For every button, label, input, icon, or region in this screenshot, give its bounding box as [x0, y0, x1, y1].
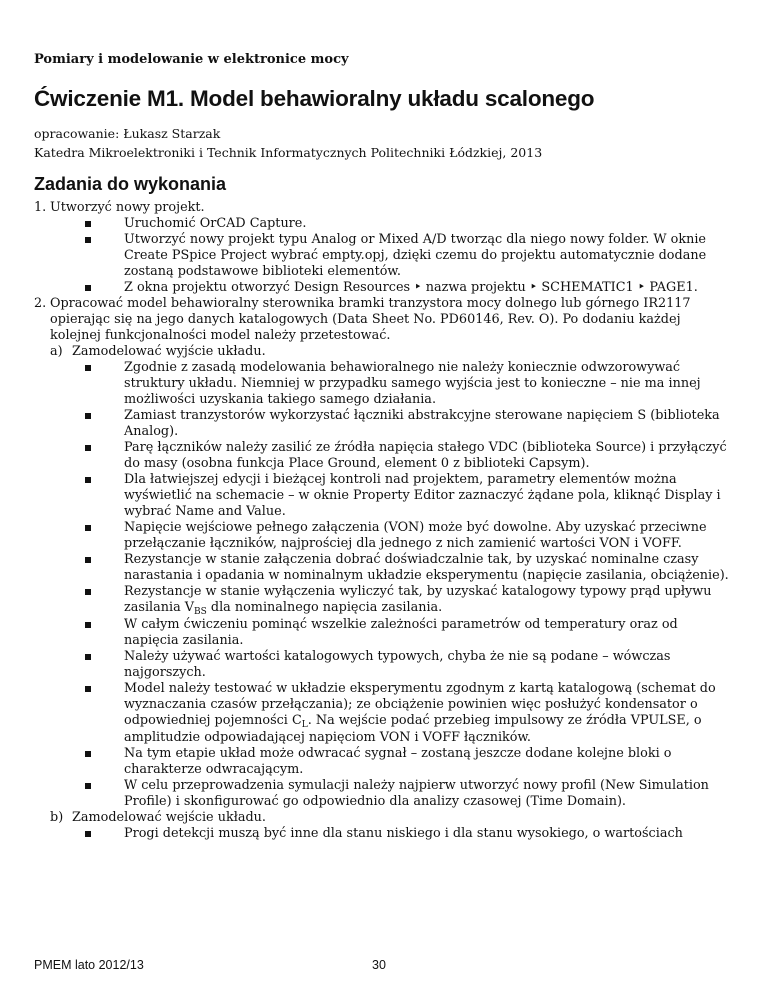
bullet-text: Należy używać wartości katalogowych typowych, chyba że nie są podane – wówczas najgorszych.	[124, 649, 671, 680]
task-list	[34, 200, 734, 842]
footer-course: PMEM lato 2012/13	[34, 958, 144, 972]
bullet-square-icon	[85, 557, 91, 563]
sub-item-text: Zamodelować wyjście układu.	[72, 344, 266, 359]
bullet-square-icon	[85, 221, 91, 227]
bullet-square-icon	[85, 285, 91, 291]
bullet-text: Utworzyć nowy projekt typu Analog or Mixed A/D tworząc dla niego nowy folder. W oknie Create PSpice Project wybrać empty.opj, dzięki czemu do projektu automatycznie dodane zostaną podstawowe biblioteki elementów.	[124, 232, 707, 279]
bullet-text: Dla łatwiejszej edycji i bieżącej kontroli nad projektem, parametry elementów można wyświetlić na schemacie – w oknie Property Editor zaznaczyć żądane pola, kliknąć Display i wybrać Name and Value.	[124, 472, 721, 519]
sub-item-b	[34, 810, 734, 826]
bullet-text-tail: dla nominalnego napięcia zasilania.	[206, 600, 443, 615]
list-bullet	[34, 681, 734, 746]
list-bullet	[34, 360, 734, 408]
item-text: Opracować model behawioralny sterownika bramki tranzystora mocy dolnego lub górnego IR2117 opierając się na jego danych katalogowych (Data Sheet No. PD60146, Rev. O). Po dodaniu każdej kolejnej funkcjonalności model należy przetestować.	[50, 296, 691, 343]
list-bullet	[34, 584, 734, 617]
item-text: Utworzyć nowy projekt.	[50, 200, 205, 215]
list-bullet	[34, 649, 734, 681]
bullet-square-icon	[85, 831, 91, 837]
bullet-square-icon	[85, 237, 91, 243]
sub-item-text: Zamodelować wejście układu.	[72, 810, 266, 825]
list-bullet	[34, 280, 734, 296]
bullet-square-icon	[85, 783, 91, 789]
bullet-square-icon	[85, 622, 91, 628]
section-title: Zadania do wykonania	[34, 174, 227, 194]
bullet-text: Napięcie wejściowe pełnego załączenia (VON) może być dowolne. Aby uzyskać przeciwne przełączanie łączników, najprościej dla jednego z nich zamienić wartości VON i VOFF.	[124, 520, 707, 551]
bullet-square-icon	[85, 413, 91, 419]
list-bullet	[34, 778, 734, 810]
bullet-square-icon	[85, 525, 91, 531]
bullet-text: Model należy testować w układzie eksperymentu zgodnym z kartą katalogową (schemat do wyznaczania czasów przełączania); ze obciążenie powinien więc posłużyć kondensator o odpowiedniej pojemności C	[124, 681, 716, 728]
list-item-2	[34, 296, 734, 344]
bullet-text: W celu przeprowadzenia symulacji należy najpierw utworzyć nowy profil (New Simulation Profile) i skonfigurować go odpowiednio dla analizy czasowej (Time Domain).	[124, 778, 709, 809]
author-block	[34, 124, 542, 162]
bullet-square-icon	[85, 365, 91, 371]
bullet-text-tail: . Na wejście podać przebieg impulsowy ze źródła VPULSE, o amplitudzie odpowiadającej napięciom VON i VOFF łączników.	[124, 713, 702, 745]
bullet-text: Zamiast tranzystorów wykorzystać łączniki abstrakcyjne sterowane napięciem S (biblioteka Analog).	[124, 408, 720, 439]
bullet-square-icon	[85, 445, 91, 451]
list-bullet	[34, 520, 734, 552]
bullet-text: Progi detekcji muszą być inne dla stanu niskiego i dla stanu wysokiego, o wartościach	[124, 826, 683, 841]
bullet-text: Na tym etapie układ może odwracać sygnał – zostaną jeszcze dodane kolejne bloki o charakterze odwracającym.	[124, 746, 672, 777]
sub-item-label: a)	[50, 344, 63, 359]
exercise-title: Ćwiczenie M1. Model behawioralny układu scalonego	[34, 86, 595, 111]
list-bullet	[34, 826, 734, 842]
bullet-text: Rezystancje w stanie załączenia dobrać doświadczalnie tak, by uzyskać nominalne czasy narastania i opadania w nominalnym układzie eksperymentu (napięcie zasilania, obciążenie).	[124, 552, 729, 583]
running-header: Pomiary i modelowanie w elektronice mocy	[34, 52, 349, 67]
bullet-text: Uruchomić OrCAD Capture.	[124, 216, 307, 231]
list-bullet	[34, 216, 734, 232]
sub-item-a	[34, 344, 734, 360]
bullet-text: Parę łączników należy zasilić ze źródła napięcia stałego VDC (biblioteka Source) i przyłączyć do masy (osobna funkcja Place Ground, element 0 z biblioteki Capsym).	[124, 440, 727, 471]
author-line: opracowanie: Łukasz Starzak	[34, 126, 221, 141]
cl-subscript: L	[301, 720, 308, 730]
item-number: 2.	[34, 296, 47, 311]
bullet-square-icon	[85, 654, 91, 660]
bullet-square-icon	[85, 751, 91, 757]
page-number: 30	[372, 958, 386, 972]
list-bullet	[34, 408, 734, 440]
list-item-1	[34, 200, 734, 216]
bullet-square-icon	[85, 477, 91, 483]
bullet-text: Rezystancje w stanie wyłączenia wyliczyć tak, by uzyskać katalogowy typowy prąd upływu zasilania V	[124, 584, 712, 615]
list-bullet	[34, 617, 734, 649]
list-bullet	[34, 440, 734, 472]
list-bullet	[34, 472, 734, 520]
sub-item-label: b)	[50, 810, 64, 825]
bullet-text: Zgodnie z zasadą modelowania behawioralnego nie należy koniecznie odwzorowywać struktury układu. Niemniej w przypadku samego wyjścia jest to konieczne – nie ma innej możliwości uzyskania takiego samego działania.	[124, 360, 701, 407]
list-bullet	[34, 232, 734, 280]
list-bullet	[34, 552, 734, 584]
bullet-text: Z okna projektu otworzyć Design Resources ‣ nazwa projektu ‣ SCHEMATIC1 ‣ PAGE1.	[124, 280, 698, 295]
bullet-square-icon	[85, 686, 91, 692]
vbs-subscript: BS	[194, 607, 207, 617]
bullet-square-icon	[85, 589, 91, 595]
bullet-text: W całym ćwiczeniu pominąć wszelkie zależności parametrów od temperatury oraz od napięcia zasilania.	[124, 617, 678, 648]
list-bullet	[34, 746, 734, 778]
department-line: Katedra Mikroelektroniki i Technik Informatycznych Politechniki Łódzkiej, 2013	[34, 145, 543, 160]
item-number: 1.	[34, 200, 47, 215]
